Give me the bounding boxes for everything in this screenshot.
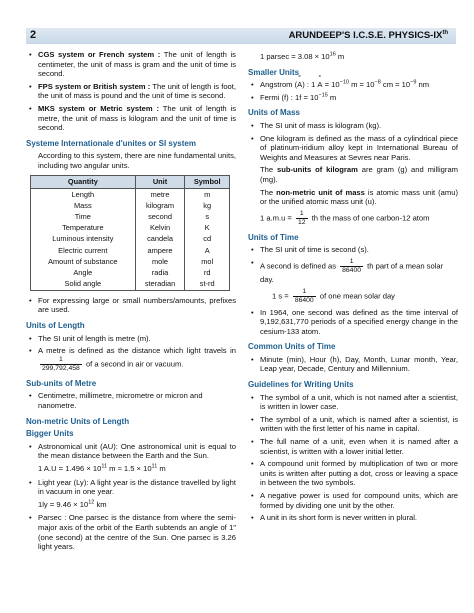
common-time-bullet: • Minute (min), Hour (h), Day, Month, Lunar month, Year, Leap year, Decade, Century and Millennium. [248,355,458,374]
table-cell: mol [185,256,230,267]
parsec-bullet: • Parsec : One parsec is the distance from where the semi-major axis of the orbit of the Earth subtends an angle of 1″ (one second) at the centre of the Sun. One parsec is 3.26 light years. [26,513,236,551]
table-row [31,189,230,201]
nonmetric-heading: Non-metric Units of Length [26,416,130,426]
table-cell: metre [135,189,185,201]
table-cell: st-rd [185,279,230,291]
table-cell: s [185,212,230,223]
table-cell: m [185,189,230,201]
table-cell: steradian [135,279,185,291]
common-time-heading: Common Units of Time [248,342,336,352]
table-cell: rd [185,267,230,278]
au-equation: 1 $A.U = 1.496 \times 10^{11}$ $m \approx 1.5 \times 10^{11}$ m [38,463,166,473]
ly-equation: $1ly = 9.46 \times 10^{12}$ km [38,499,107,509]
page-number: 2 [30,29,37,41]
table-cell: ampere [135,245,185,256]
table-cell: Solid angle [31,279,136,291]
guideline-item: • The full name of a unit, even when it is named after a scientist, is written with a lower initial letter. [248,437,458,456]
si-text: According to this system, there are nine fundamental units, including two angular units. [38,151,236,170]
fraction: $\frac{1}{12}$ [298,209,306,226]
second-equation: 1 s = $\frac{1}{86400}$ of one mean solar day [272,287,395,304]
guideline-item: • A compound unit formed by multiplication of two or more units is written after putting a dot, cross or leaving a space in between the two symbols. [248,459,458,488]
kilogram-definition: • One kilogram is defined as the mass of a cylindrical piece of platinum-iridium alloy kept in International Bureau of Weights and Measures at Sevres near Paris. [248,134,458,163]
guideline-item: • A unit in its short form is never written in plural. [248,513,458,523]
mass-heading: Units of Mass [248,108,301,118]
table-cell: Electric current [31,245,136,256]
time-bullet: • The SI unit of time is second (s). [248,245,458,255]
table-cell: Mass [31,200,136,211]
page-header [26,28,456,44]
right-column [248,50,458,526]
length-heading: Units of Length [26,321,85,330]
table-cell: radia [135,267,185,278]
table-cell: second [135,212,185,223]
table-cell: Angle [31,267,136,278]
si-heading: Systeme Internationale d'unites or SI system [26,138,196,148]
table-row [31,223,230,234]
metre-definition: • A metre is defined as the distance which light travels in $\frac{1}{299,792,458}$ of a second in air or vacuum. [26,346,236,373]
angstrom-bullet: • Angstrom (° A) : 1 ° $A = 10^{-10}$ $m = 10^{-8}$ cm = $10^{-9}$ nm [248,80,458,90]
table-cell: kilogram [135,200,185,211]
prefix-bullet: • For expressing large or small numbers/amounts, prefixes are used. [26,296,236,315]
table-cell: kg [185,200,230,211]
parsec-equation: 1 $parsec = 3.08 \times 10^{16}$ m [260,51,345,61]
submetre-bullet: • Centimetre, millimetre, micrometre or micron and nanometre. [26,391,236,410]
mks-bullet: • MKS system or Metric system : The unit of length is metre, the unit of mass is kilogram and the unit of time is second. [26,104,236,133]
table-row [31,256,230,267]
amu-equation: 1 a.m.u = $\frac{1}{12}$ th the mass of one carbon-12 atom [260,209,430,226]
table-header: Unit [135,175,185,189]
mass-nonmetric: The non-metric unit of mass is atomic mass unit (amu) or the unified atomic mass unit (u). [260,187,458,207]
table-row [31,234,230,245]
si-units-table [30,175,230,291]
table-header: Symbol [185,175,230,189]
second-definition: • A second is defined as $\frac{1}{86400}$ th part of a mean solar day. [248,258,458,285]
guideline-item: • The symbol of a unit, which is not named after a scientist, is written in lower case. [248,393,458,412]
ly-bullet: • Light year (Ly): A light year is the distance travelled by light in vacuum in one year. [26,478,236,497]
table-row [31,245,230,256]
table-cell: Luminous intensity [31,234,136,245]
fraction: $\frac{1}{86400}$ [342,257,362,274]
table-cell: Length [31,189,136,201]
left-column [26,50,236,555]
table-row [31,267,230,278]
au-bullet: • Astronomical unit (AU): One astronomical unit is equal to the mean distance between the Earth and the Sun. [26,442,236,461]
table-cell: cd [185,234,230,245]
bigger-heading: Bigger Units [26,429,74,439]
table-cell: mole [135,256,185,267]
smaller-heading: Smaller Units [248,67,300,77]
book-title: ARUNDEEP'S I.C.S.E. PHYSICS-IXth [288,29,448,41]
table-cell: candela [135,234,185,245]
time-heading: Units of Time [248,232,299,242]
guideline-item: • The symbol of a unit, which is named after a scientist, is written with the first letter of his name in capital. [248,415,458,434]
table-row [31,279,230,291]
guidelines-heading: Guidelines for Writing Units [248,380,354,390]
cesium-bullet: • In 1964, one second was defined as the time interval of 9,192,631,770 periods of a specified energy change in the cesium-133 atom. [248,308,458,337]
table-cell: Time [31,212,136,223]
fermi-bullet: • Fermi (f) : $1f = 10^{-15}$ m [248,93,458,103]
submetre-heading: Sub-units of Metre [26,378,97,388]
fraction: $\frac{1}{86400}$ [294,287,314,304]
table-row [31,200,230,211]
mass-bullet: • The SI unit of mass is kilogram (kg). [248,121,458,131]
table-cell: Temperature [31,223,136,234]
fraction: $\frac{1}{299,792,458}$ [42,355,80,372]
table-row [31,212,230,223]
fps-bullet: • FPS system or British system : The unit of length is foot, the unit of mass is pound and the unit of time is second. [26,82,236,101]
table-cell: A [185,245,230,256]
length-bullet: • The SI unit of length is metre (m). [26,334,236,344]
table-cell: Amount of substance [31,256,136,267]
cgs-bullet: • CGS system or French system : The unit of length is centimeter, the unit of mass is gram and the unit of time is second. [26,50,236,79]
table-cell: K [185,223,230,234]
table-header: Quantity [31,175,136,189]
table-cell: Kelvin [135,223,185,234]
guidelines-list [248,393,458,523]
mass-subunits: The sub-units of kilogram are gram (g) and milligram (mg). [260,165,458,184]
guideline-item: • A negative power is used for compound units, which are formed by dividing one unit by the other. [248,491,458,510]
